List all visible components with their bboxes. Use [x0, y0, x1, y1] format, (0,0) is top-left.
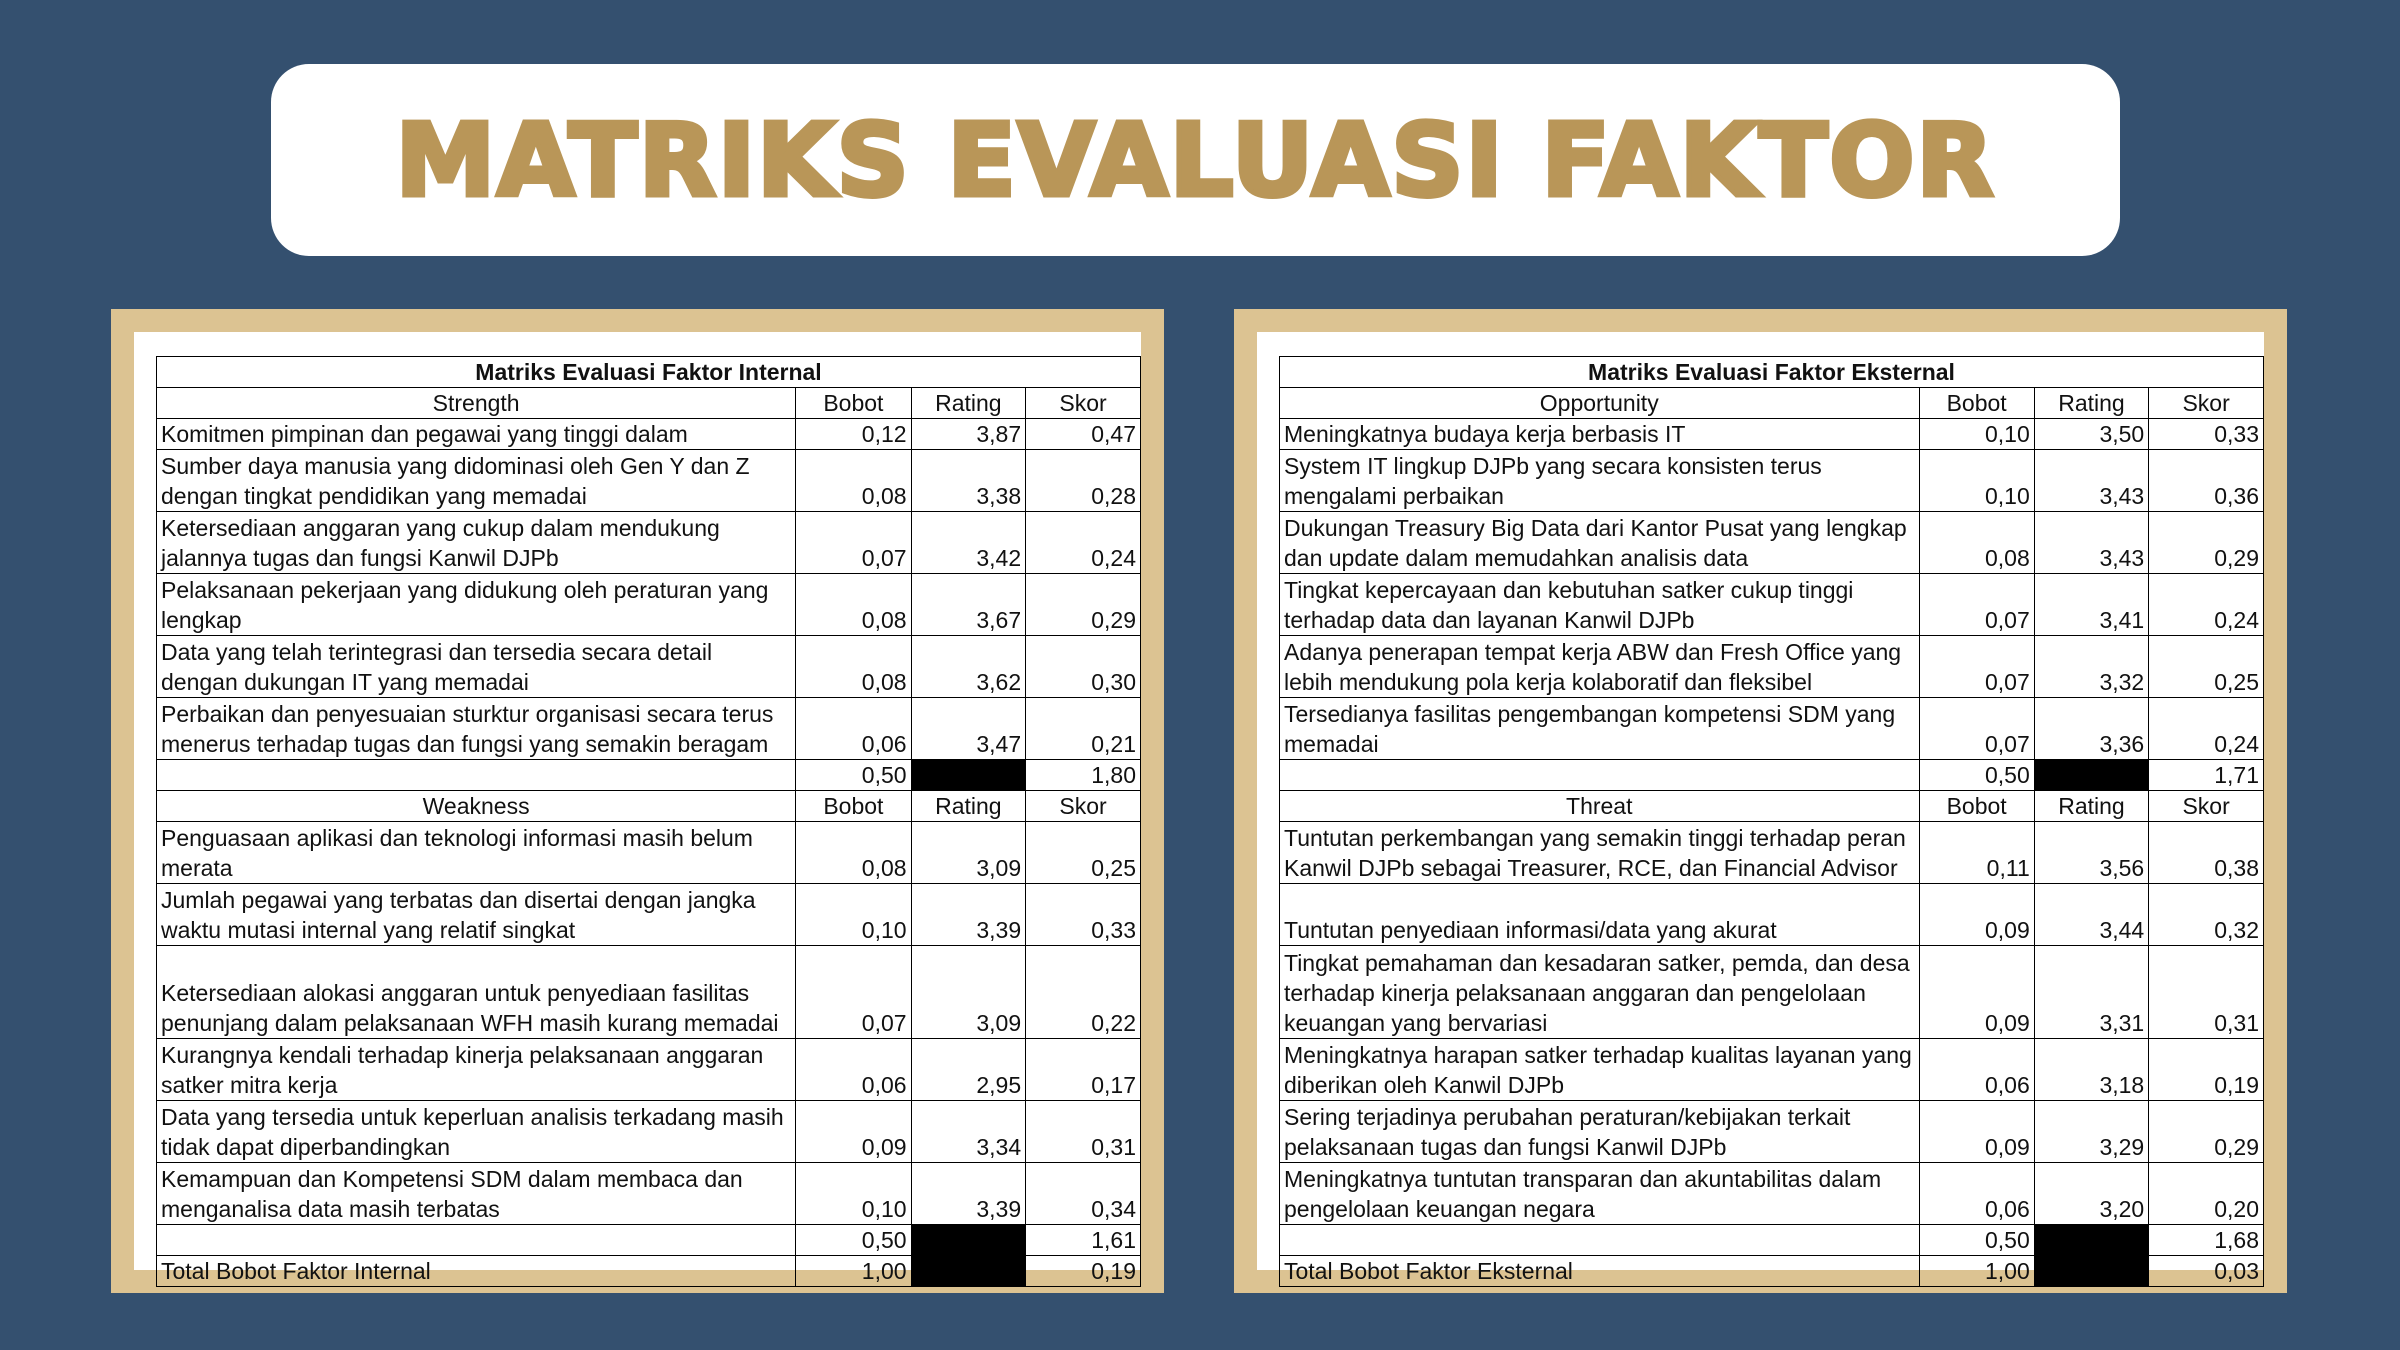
subtotal-skor: 1,68	[2149, 1225, 2264, 1256]
skor-value: 0,25	[1026, 822, 1141, 884]
section-header-row	[1280, 388, 2264, 419]
total-row	[1280, 1256, 2264, 1287]
total-skor: 0,03	[2149, 1256, 2264, 1287]
subtotal-skor: 1,71	[2149, 760, 2264, 791]
factor-row	[157, 512, 1141, 574]
bobot-value: 0,06	[796, 698, 911, 760]
factor-row	[1280, 512, 2264, 574]
factor-description: Sering terjadinya perubahan peraturan/kebijakan terkait pelaksanaan tugas dan fungsi Kanwil DJPb	[1280, 1101, 1920, 1163]
subtotal-label	[157, 760, 796, 791]
column-header-skor: Skor	[2149, 388, 2264, 419]
section-header: Opportunity	[1280, 388, 1920, 419]
total-bobot: 1,00	[796, 1256, 911, 1287]
skor-value: 0,20	[2149, 1163, 2264, 1225]
rating-value: 3,44	[2034, 884, 2148, 946]
section-header-row	[157, 388, 1141, 419]
factor-row	[1280, 419, 2264, 450]
rating-value: 3,43	[2034, 512, 2148, 574]
factor-row	[157, 419, 1141, 450]
bobot-value: 0,09	[1919, 1101, 2034, 1163]
skor-value: 0,34	[1026, 1163, 1141, 1225]
rating-value: 3,47	[911, 698, 1026, 760]
internal-factor-table	[156, 356, 1141, 1287]
skor-value: 0,30	[1026, 636, 1141, 698]
skor-value: 0,29	[2149, 512, 2264, 574]
skor-value: 0,38	[2149, 822, 2264, 884]
column-header-skor: Skor	[1026, 388, 1141, 419]
subtotal-bobot: 0,50	[796, 760, 911, 791]
external-panel	[1234, 309, 2287, 1293]
bobot-value: 0,10	[1919, 419, 2034, 450]
factor-description: Tuntutan perkembangan yang semakin tinggi terhadap peran Kanwil DJPb sebagai Treasurer, RCE, dan Financial Advisor	[1280, 822, 1920, 884]
skor-value: 0,36	[2149, 450, 2264, 512]
internal-panel	[111, 309, 1164, 1293]
factor-description: Pelaksanaan pekerjaan yang didukung oleh peraturan yang lengkap	[157, 574, 796, 636]
factor-description: Meningkatnya harapan satker terhadap kualitas layanan yang diberikan oleh Kanwil DJPb	[1280, 1039, 1920, 1101]
subtotal-label	[1280, 760, 1920, 791]
subtotal-row	[157, 1225, 1141, 1256]
factor-row	[1280, 1163, 2264, 1225]
rating-value: 3,31	[2034, 946, 2148, 1039]
subtotal-bobot: 0,50	[796, 1225, 911, 1256]
rating-value: 3,42	[911, 512, 1026, 574]
rating-value: 3,20	[2034, 1163, 2148, 1225]
factor-row	[1280, 574, 2264, 636]
subtotal-bobot: 0,50	[1919, 1225, 2034, 1256]
bobot-value: 0,09	[1919, 884, 2034, 946]
factor-description: Sumber daya manusia yang didominasi oleh Gen Y dan Z dengan tingkat pendidikan yang memadai	[157, 450, 796, 512]
factor-description: Perbaikan dan penyesuaian sturktur organisasi secara terus menerus terhadap tugas dan fungsi yang semakin beragam	[157, 698, 796, 760]
subtotal-bobot: 0,50	[1919, 760, 2034, 791]
bobot-value: 0,08	[796, 822, 911, 884]
skor-value: 0,33	[1026, 884, 1141, 946]
bobot-value: 0,08	[796, 450, 911, 512]
column-header-rating: Rating	[911, 388, 1026, 419]
column-header-rating: Rating	[2034, 791, 2148, 822]
skor-value: 0,25	[2149, 636, 2264, 698]
bobot-value: 0,07	[796, 946, 911, 1039]
bobot-value: 0,07	[1919, 574, 2034, 636]
bobot-value: 0,07	[1919, 636, 2034, 698]
subtotal-row	[1280, 760, 2264, 791]
rating-value: 3,87	[911, 419, 1026, 450]
blank-cell	[2034, 1256, 2148, 1287]
factor-row	[157, 1101, 1141, 1163]
factor-row	[157, 1039, 1141, 1101]
subtotal-skor: 1,80	[1026, 760, 1141, 791]
factor-description: Adanya penerapan tempat kerja ABW dan Fresh Office yang lebih mendukung pola kerja kolaboratif dan fleksibel	[1280, 636, 1920, 698]
title-banner	[271, 64, 2120, 256]
skor-value: 0,24	[1026, 512, 1141, 574]
table-title: Matriks Evaluasi Faktor Eksternal	[1280, 357, 2264, 388]
section-header-row	[157, 791, 1141, 822]
column-header-rating: Rating	[911, 791, 1026, 822]
bobot-value: 0,08	[796, 574, 911, 636]
factor-description: Data yang telah terintegrasi dan tersedia secara detail dengan dukungan IT yang memadai	[157, 636, 796, 698]
skor-value: 0,32	[2149, 884, 2264, 946]
factor-row	[1280, 884, 2264, 946]
skor-value: 0,24	[2149, 574, 2264, 636]
rating-value: 3,39	[911, 884, 1026, 946]
column-header-bobot: Bobot	[796, 791, 911, 822]
factor-description: Data yang tersedia untuk keperluan analisis terkadang masih tidak dapat diperbandingkan	[157, 1101, 796, 1163]
factor-description: Tersedianya fasilitas pengembangan kompetensi SDM yang memadai	[1280, 698, 1920, 760]
column-header-bobot: Bobot	[1919, 791, 2034, 822]
factor-row	[157, 636, 1141, 698]
blank-cell	[2034, 1225, 2148, 1256]
factor-description: Dukungan Treasury Big Data dari Kantor Pusat yang lengkap dan update dalam memudahkan analisis data	[1280, 512, 1920, 574]
bobot-value: 0,08	[796, 636, 911, 698]
factor-row	[157, 946, 1141, 1039]
total-bobot: 1,00	[1919, 1256, 2034, 1287]
bobot-value: 0,10	[796, 1163, 911, 1225]
rating-value: 3,62	[911, 636, 1026, 698]
column-header-bobot: Bobot	[796, 388, 911, 419]
factor-row	[1280, 698, 2264, 760]
factor-description: Tingkat kepercayaan dan kebutuhan satker cukup tinggi terhadap data dan layanan Kanwil DJPb	[1280, 574, 1920, 636]
skor-value: 0,19	[2149, 1039, 2264, 1101]
table-title-row	[1280, 357, 2264, 388]
factor-description: Meningkatnya tuntutan transparan dan akuntabilitas dalam pengelolaan keuangan negara	[1280, 1163, 1920, 1225]
factor-description: Tuntutan penyediaan informasi/data yang akurat	[1280, 884, 1920, 946]
skor-value: 0,29	[1026, 574, 1141, 636]
subtotal-row	[1280, 1225, 2264, 1256]
total-label: Total Bobot Faktor Eksternal	[1280, 1256, 1920, 1287]
factor-row	[1280, 822, 2264, 884]
factor-description: Penguasaan aplikasi dan teknologi informasi masih belum merata	[157, 822, 796, 884]
subtotal-label	[157, 1225, 796, 1256]
bobot-value: 0,10	[796, 884, 911, 946]
bobot-value: 0,06	[796, 1039, 911, 1101]
skor-value: 0,21	[1026, 698, 1141, 760]
rating-value: 3,41	[2034, 574, 2148, 636]
factor-row	[1280, 450, 2264, 512]
skor-value: 0,33	[2149, 419, 2264, 450]
table-title-row	[157, 357, 1141, 388]
subtotal-skor: 1,61	[1026, 1225, 1141, 1256]
rating-value: 3,43	[2034, 450, 2148, 512]
factor-description: Kemampuan dan Kompetensi SDM dalam membaca dan menganalisa data masih terbatas	[157, 1163, 796, 1225]
blank-cell	[911, 1225, 1026, 1256]
factor-description: System IT lingkup DJPb yang secara konsisten terus mengalami perbaikan	[1280, 450, 1920, 512]
bobot-value: 0,12	[796, 419, 911, 450]
factor-description: Kurangnya kendali terhadap kinerja pelaksanaan anggaran satker mitra kerja	[157, 1039, 796, 1101]
blank-cell	[911, 1256, 1026, 1287]
bobot-value: 0,07	[1919, 698, 2034, 760]
bobot-value: 0,09	[1919, 946, 2034, 1039]
factor-description: Ketersediaan anggaran yang cukup dalam mendukung jalannya tugas dan fungsi Kanwil DJPb	[157, 512, 796, 574]
factor-row	[1280, 636, 2264, 698]
section-header: Weakness	[157, 791, 796, 822]
table-title: Matriks Evaluasi Faktor Internal	[157, 357, 1141, 388]
factor-row	[157, 1163, 1141, 1225]
skor-value: 0,31	[1026, 1101, 1141, 1163]
factor-row	[1280, 1039, 2264, 1101]
bobot-value: 0,09	[796, 1101, 911, 1163]
factor-description: Ketersediaan alokasi anggaran untuk penyediaan fasilitas penunjang dalam pelaksanaan WFH masih kurang memadai	[157, 946, 796, 1039]
total-row	[157, 1256, 1141, 1287]
external-factor-table	[1279, 356, 2264, 1287]
factor-row	[157, 450, 1141, 512]
internal-sheet	[134, 332, 1141, 1284]
section-header-row	[1280, 791, 2264, 822]
subtotal-row	[157, 760, 1141, 791]
rating-value: 3,34	[911, 1101, 1026, 1163]
bobot-value: 0,07	[796, 512, 911, 574]
skor-value: 0,29	[2149, 1101, 2264, 1163]
rating-value: 2,95	[911, 1039, 1026, 1101]
rating-value: 3,32	[2034, 636, 2148, 698]
bobot-value: 0,11	[1919, 822, 2034, 884]
page-title: MATRIKS EVALUASI FAKTOR	[395, 101, 1996, 219]
skor-value: 0,24	[2149, 698, 2264, 760]
blank-cell	[911, 760, 1026, 791]
rating-value: 3,36	[2034, 698, 2148, 760]
skor-value: 0,22	[1026, 946, 1141, 1039]
factor-row	[1280, 946, 2264, 1039]
rating-value: 3,38	[911, 450, 1026, 512]
factor-description: Meningkatnya budaya kerja berbasis IT	[1280, 419, 1920, 450]
column-header-bobot: Bobot	[1919, 388, 2034, 419]
column-header-skor: Skor	[1026, 791, 1141, 822]
factor-row	[157, 822, 1141, 884]
factor-row	[157, 884, 1141, 946]
rating-value: 3,09	[911, 822, 1026, 884]
total-skor: 0,19	[1026, 1256, 1141, 1287]
bobot-value: 0,06	[1919, 1039, 2034, 1101]
skor-value: 0,31	[2149, 946, 2264, 1039]
factor-row	[157, 698, 1141, 760]
blank-cell	[2034, 760, 2148, 791]
bobot-value: 0,06	[1919, 1163, 2034, 1225]
factor-row	[157, 574, 1141, 636]
rating-value: 3,39	[911, 1163, 1026, 1225]
rating-value: 3,29	[2034, 1101, 2148, 1163]
subtotal-label	[1280, 1225, 1920, 1256]
total-label: Total Bobot Faktor Internal	[157, 1256, 796, 1287]
rating-value: 3,67	[911, 574, 1026, 636]
bobot-value: 0,08	[1919, 512, 2034, 574]
column-header-rating: Rating	[2034, 388, 2148, 419]
section-header: Strength	[157, 388, 796, 419]
skor-value: 0,47	[1026, 419, 1141, 450]
external-sheet	[1257, 332, 2264, 1284]
factor-description: Jumlah pegawai yang terbatas dan disertai dengan jangka waktu mutasi internal yang relatif singkat	[157, 884, 796, 946]
skor-value: 0,17	[1026, 1039, 1141, 1101]
bobot-value: 0,10	[1919, 450, 2034, 512]
skor-value: 0,28	[1026, 450, 1141, 512]
factor-row	[1280, 1101, 2264, 1163]
rating-value: 3,56	[2034, 822, 2148, 884]
column-header-skor: Skor	[2149, 791, 2264, 822]
rating-value: 3,09	[911, 946, 1026, 1039]
rating-value: 3,18	[2034, 1039, 2148, 1101]
section-header: Threat	[1280, 791, 1920, 822]
factor-description: Komitmen pimpinan dan pegawai yang tinggi dalam	[157, 419, 796, 450]
rating-value: 3,50	[2034, 419, 2148, 450]
factor-description: Tingkat pemahaman dan kesadaran satker, pemda, dan desa terhadap kinerja pelaksanaan anggaran dan pengelolaan keuangan yang bervariasi	[1280, 946, 1920, 1039]
